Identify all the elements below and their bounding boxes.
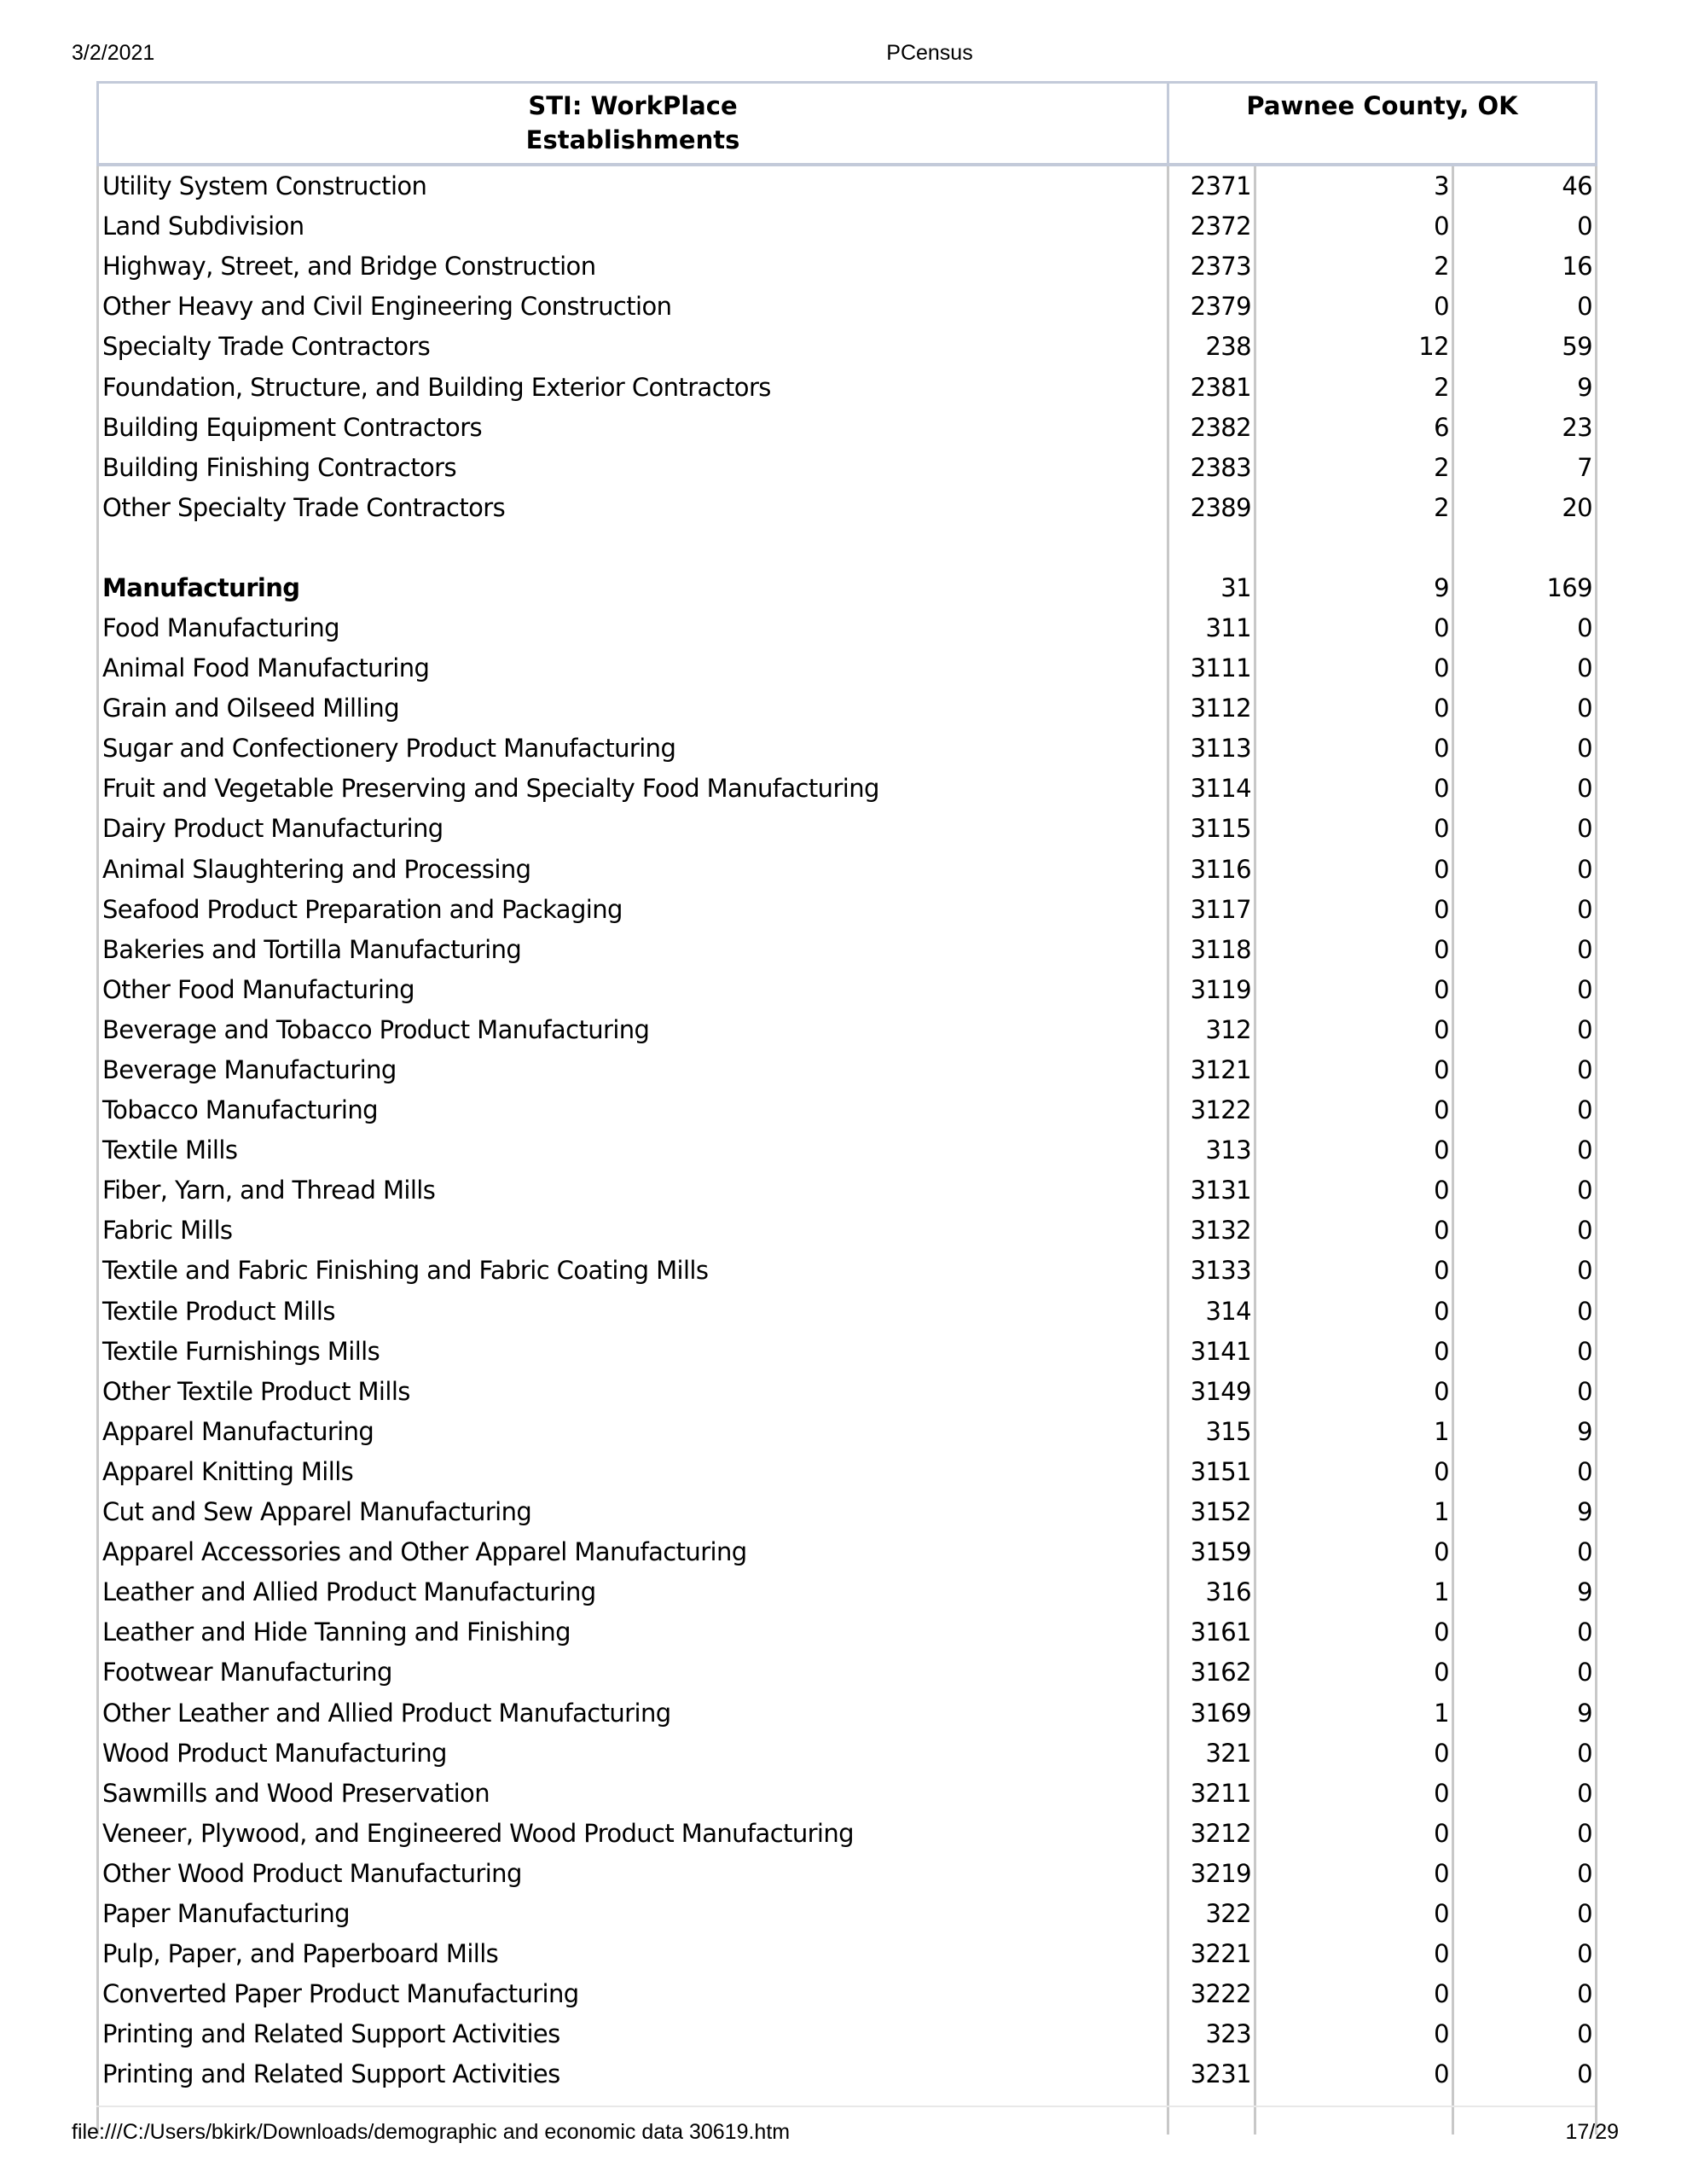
row-employees: 0 [1453,1532,1597,1572]
row-naics-code: 2373 [1168,247,1255,287]
row-establishments: 0 [1255,1532,1453,1572]
row-establishments: 0 [1255,1332,1453,1372]
row-naics-code: 3162 [1168,1653,1255,1693]
row-naics-code: 314 [1168,1292,1255,1332]
row-naics-code: 2389 [1168,488,1255,528]
row-employees: 0 [1453,1734,1597,1774]
row-employees: 59 [1453,327,1597,367]
row-naics-code: 3211 [1168,1774,1255,1814]
table-row [98,1452,1597,1492]
row-establishments: 0 [1255,930,1453,970]
row-label: Printing and Related Support Activities [98,2054,1168,2094]
row-naics-code: 3231 [1168,2054,1255,2094]
row-establishments: 1 [1255,1492,1453,1532]
row-establishments: 0 [1255,890,1453,930]
row-label: Apparel Knitting Mills [98,1452,1168,1492]
row-label: Grain and Oilseed Milling [98,688,1168,729]
row-establishments: 0 [1255,1974,1453,2014]
row-label: Apparel Manufacturing [98,1412,1168,1452]
row-naics-code: 321 [1168,1734,1255,1774]
row-establishments: 0 [1255,2054,1453,2094]
row-label: Other Leather and Allied Product Manufacturing [98,1693,1168,1733]
row-employees: 0 [1453,1974,1597,2014]
row-label: Highway, Street, and Bridge Construction [98,247,1168,287]
row-employees: 0 [1453,729,1597,769]
table-row [98,408,1597,448]
row-establishments: 0 [1255,2014,1453,2054]
row-label: Foundation, Structure, and Building Exterior Contractors [98,367,1168,407]
row-employees: 9 [1453,1412,1597,1452]
row-naics-code: 31 [1168,568,1255,608]
row-label: Manufacturing [98,568,1168,608]
table-row [98,1612,1597,1653]
footer-url: file:///C:/Users/bkirk/Downloads/demographic and economic data 30619.htm [72,2120,791,2144]
row-label: Land Subdivision [98,206,1168,247]
table-header-label [98,83,1168,166]
row-establishments: 6 [1255,408,1453,448]
table-row [98,1130,1597,1170]
row-label: Bakeries and Tortilla Manufacturing [98,930,1168,970]
table-row [98,2014,1597,2054]
row-employees: 0 [1453,1211,1597,1251]
print-title: PCensus [886,41,973,65]
row-label: Food Manufacturing [98,608,1168,648]
table-row [98,448,1597,488]
row-naics-code: 3219 [1168,1854,1255,1894]
row-employees: 23 [1453,408,1597,448]
row-naics-code: 3122 [1168,1090,1255,1130]
table-row [98,648,1597,688]
row-naics-code: 311 [1168,608,1255,648]
table-row [98,688,1597,729]
table-row [98,1572,1597,1612]
row-naics-code: 3118 [1168,930,1255,970]
row-naics-code: 3222 [1168,1974,1255,2014]
row-label: Sugar and Confectionery Product Manufacturing [98,729,1168,769]
row-establishments: 2 [1255,367,1453,407]
row-label: Other Food Manufacturing [98,970,1168,1010]
row-naics-code [1168,528,1255,568]
row-naics-code: 3141 [1168,1332,1255,1372]
row-establishments: 0 [1255,729,1453,769]
table-row [98,165,1597,206]
row-label: Fabric Mills [98,1211,1168,1251]
row-label: Textile and Fabric Finishing and Fabric Coating Mills [98,1251,1168,1291]
row-label: Apparel Accessories and Other Apparel Manufacturing [98,1532,1168,1572]
row-establishments: 1 [1255,1412,1453,1452]
row-employees: 0 [1453,1894,1597,1934]
table-row [98,1653,1597,1693]
table-row [98,367,1597,407]
row-establishments: 0 [1255,1452,1453,1492]
row-label: Building Finishing Contractors [98,448,1168,488]
row-employees: 0 [1453,688,1597,729]
table-row [98,1412,1597,1452]
table-row [98,1050,1597,1090]
table-row [98,1332,1597,1372]
row-employees: 0 [1453,1090,1597,1130]
row-establishments: 0 [1255,1774,1453,1814]
row-naics-code: 322 [1168,1894,1255,1934]
row-naics-code: 3113 [1168,729,1255,769]
print-date: 3/2/2021 [72,41,155,65]
row-naics-code: 3152 [1168,1492,1255,1532]
row-naics-code: 3159 [1168,1532,1255,1572]
row-employees: 0 [1453,206,1597,247]
row-employees: 0 [1453,1332,1597,1372]
row-naics-code: 323 [1168,2014,1255,2054]
table-row [98,890,1597,930]
row-employees: 0 [1453,1612,1597,1653]
row-naics-code: 3114 [1168,769,1255,809]
table-row [98,1814,1597,1854]
table-row [98,1292,1597,1332]
row-label: Textile Product Mills [98,1292,1168,1332]
row-employees: 0 [1453,2014,1597,2054]
row-employees: 0 [1453,890,1597,930]
row-naics-code: 3132 [1168,1211,1255,1251]
row-establishments: 3 [1255,165,1453,206]
row-label: Pulp, Paper, and Paperboard Mills [98,1934,1168,1974]
row-naics-code: 3169 [1168,1693,1255,1733]
row-employees: 0 [1453,287,1597,327]
row-employees: 0 [1453,1653,1597,1693]
table-row [98,1251,1597,1291]
row-establishments: 0 [1255,1211,1453,1251]
table-row [98,729,1597,769]
row-label: Other Specialty Trade Contractors [98,488,1168,528]
row-naics-code: 3151 [1168,1452,1255,1492]
row-employees: 0 [1453,1170,1597,1211]
row-label: Dairy Product Manufacturing [98,809,1168,849]
table-row [98,2054,1597,2094]
row-employees: 0 [1453,2054,1597,2094]
row-naics-code: 238 [1168,327,1255,367]
table-row [98,1734,1597,1774]
table-row [98,1693,1597,1733]
row-label: Sawmills and Wood Preservation [98,1774,1168,1814]
row-label: Textile Mills [98,1130,1168,1170]
row-label: Tobacco Manufacturing [98,1090,1168,1130]
row-employees: 0 [1453,1854,1597,1894]
table-row [98,930,1597,970]
row-naics-code: 3117 [1168,890,1255,930]
page-number: 17/29 [1565,2120,1619,2144]
row-establishments: 0 [1255,809,1453,849]
table-header-region: Pawnee County, OK [1168,83,1597,166]
row-establishments: 0 [1255,1653,1453,1693]
row-employees: 9 [1453,367,1597,407]
row-employees: 0 [1453,1372,1597,1412]
row-naics-code: 3115 [1168,809,1255,849]
row-employees: 9 [1453,1492,1597,1532]
row-employees: 0 [1453,1452,1597,1492]
table-row [98,850,1597,890]
table-row [98,1090,1597,1130]
row-naics-code: 3149 [1168,1372,1255,1412]
row-establishments: 0 [1255,1814,1453,1854]
table-row [98,769,1597,809]
row-naics-code: 315 [1168,1412,1255,1452]
table-row [98,327,1597,367]
row-naics-code: 312 [1168,1010,1255,1050]
row-label: Leather and Allied Product Manufacturing [98,1572,1168,1612]
row-establishments: 12 [1255,327,1453,367]
row-label: Cut and Sew Apparel Manufacturing [98,1492,1168,1532]
row-establishments: 0 [1255,1010,1453,1050]
table-row [98,608,1597,648]
row-naics-code: 313 [1168,1130,1255,1170]
row-label: Leather and Hide Tanning and Finishing [98,1612,1168,1653]
row-establishments: 0 [1255,1612,1453,1653]
row-label: Printing and Related Support Activities [98,2014,1168,2054]
table-row [98,1974,1597,2014]
row-naics-code: 3221 [1168,1934,1255,1974]
row-employees: 0 [1453,769,1597,809]
row-employees: 16 [1453,247,1597,287]
row-label: Animal Slaughtering and Processing [98,850,1168,890]
row-label: Other Wood Product Manufacturing [98,1854,1168,1894]
row-label: Beverage and Tobacco Product Manufacturing [98,1010,1168,1050]
row-establishments: 1 [1255,1572,1453,1612]
table-row [98,1010,1597,1050]
row-establishments: 0 [1255,206,1453,247]
row-employees: 7 [1453,448,1597,488]
row-label: Other Heavy and Civil Engineering Construction [98,287,1168,327]
row-naics-code: 2383 [1168,448,1255,488]
row-naics-code: 2382 [1168,408,1255,448]
row-establishments: 2 [1255,448,1453,488]
row-naics-code: 2371 [1168,165,1255,206]
row-label: Beverage Manufacturing [98,1050,1168,1090]
row-employees: 46 [1453,165,1597,206]
row-establishments: 0 [1255,1090,1453,1130]
row-naics-code: 2379 [1168,287,1255,327]
row-naics-code: 3116 [1168,850,1255,890]
row-establishments: 0 [1255,608,1453,648]
row-naics-code: 3131 [1168,1170,1255,1211]
row-label: Paper Manufacturing [98,1894,1168,1934]
row-establishments: 0 [1255,1934,1453,1974]
table-row [98,1894,1597,1934]
row-establishments [1255,528,1453,568]
row-naics-code: 3111 [1168,648,1255,688]
row-employees: 0 [1453,1774,1597,1814]
row-establishments: 2 [1255,247,1453,287]
table-body [98,165,1597,2135]
row-naics-code: 3161 [1168,1612,1255,1653]
row-establishments: 0 [1255,1170,1453,1211]
table-header-row [98,83,1597,166]
table-row [98,206,1597,247]
row-establishments: 2 [1255,488,1453,528]
row-establishments: 0 [1255,1894,1453,1934]
row-establishments: 0 [1255,688,1453,729]
table-row [98,488,1597,528]
row-establishments: 0 [1255,1372,1453,1412]
row-naics-code: 316 [1168,1572,1255,1612]
row-employees: 0 [1453,648,1597,688]
table-row [98,1372,1597,1412]
row-establishments: 0 [1255,1251,1453,1291]
row-establishments: 0 [1255,1050,1453,1090]
empty-cell [1168,2094,1255,2135]
row-label: Specialty Trade Contractors [98,327,1168,367]
row-label: Textile Furnishings Mills [98,1332,1168,1372]
row-naics-code: 3133 [1168,1251,1255,1291]
row-establishments: 9 [1255,568,1453,608]
row-naics-code: 3121 [1168,1050,1255,1090]
row-employees: 0 [1453,608,1597,648]
row-employees: 169 [1453,568,1597,608]
table-row [98,1532,1597,1572]
spacer-row [98,528,1597,568]
row-label: Animal Food Manufacturing [98,648,1168,688]
workplace-establishments-table [96,81,1597,2135]
row-naics-code: 3212 [1168,1814,1255,1854]
table-row [98,1934,1597,1974]
row-employees: 0 [1453,1934,1597,1974]
row-label: Veneer, Plywood, and Engineered Wood Product Manufacturing [98,1814,1168,1854]
row-employees: 20 [1453,488,1597,528]
row-employees: 0 [1453,1814,1597,1854]
table-row [98,1492,1597,1532]
row-naics-code: 3112 [1168,688,1255,729]
footer-divider [96,2106,1595,2107]
header-label-line2: Establishments [525,125,740,154]
header-label-line1: STI: WorkPlace [528,91,738,120]
row-employees: 0 [1453,970,1597,1010]
row-establishments: 0 [1255,769,1453,809]
empty-cell [1255,2094,1453,2135]
row-naics-code: 3119 [1168,970,1255,1010]
table-row [98,568,1597,608]
row-establishments: 0 [1255,287,1453,327]
row-label: Footwear Manufacturing [98,1653,1168,1693]
row-label: Seafood Product Preparation and Packaging [98,890,1168,930]
row-establishments: 0 [1255,1854,1453,1894]
row-employees: 0 [1453,1292,1597,1332]
row-naics-code: 2372 [1168,206,1255,247]
row-establishments: 1 [1255,1693,1453,1733]
row-establishments: 0 [1255,648,1453,688]
row-employees: 0 [1453,1010,1597,1050]
row-establishments: 0 [1255,1130,1453,1170]
table-row [98,1854,1597,1894]
table-row [98,287,1597,327]
table-row [98,970,1597,1010]
table-row [98,809,1597,849]
row-label: Other Textile Product Mills [98,1372,1168,1412]
row-label: Fruit and Vegetable Preserving and Specialty Food Manufacturing [98,769,1168,809]
row-establishments: 0 [1255,970,1453,1010]
row-establishments: 0 [1255,1292,1453,1332]
row-employees [1453,528,1597,568]
table-row [98,1774,1597,1814]
row-label: Wood Product Manufacturing [98,1734,1168,1774]
table-row [98,1211,1597,1251]
row-employees: 0 [1453,809,1597,849]
row-label [98,528,1168,568]
row-label: Building Equipment Contractors [98,408,1168,448]
row-naics-code: 2381 [1168,367,1255,407]
row-establishments: 0 [1255,850,1453,890]
table-row [98,1170,1597,1211]
table-row [98,247,1597,287]
row-employees: 0 [1453,930,1597,970]
row-employees: 0 [1453,1050,1597,1090]
row-employees: 9 [1453,1693,1597,1733]
row-label: Converted Paper Product Manufacturing [98,1974,1168,2014]
row-employees: 9 [1453,1572,1597,1612]
row-label: Utility System Construction [98,165,1168,206]
row-employees: 0 [1453,1251,1597,1291]
row-employees: 0 [1453,850,1597,890]
row-label: Fiber, Yarn, and Thread Mills [98,1170,1168,1211]
row-establishments: 0 [1255,1734,1453,1774]
row-employees: 0 [1453,1130,1597,1170]
